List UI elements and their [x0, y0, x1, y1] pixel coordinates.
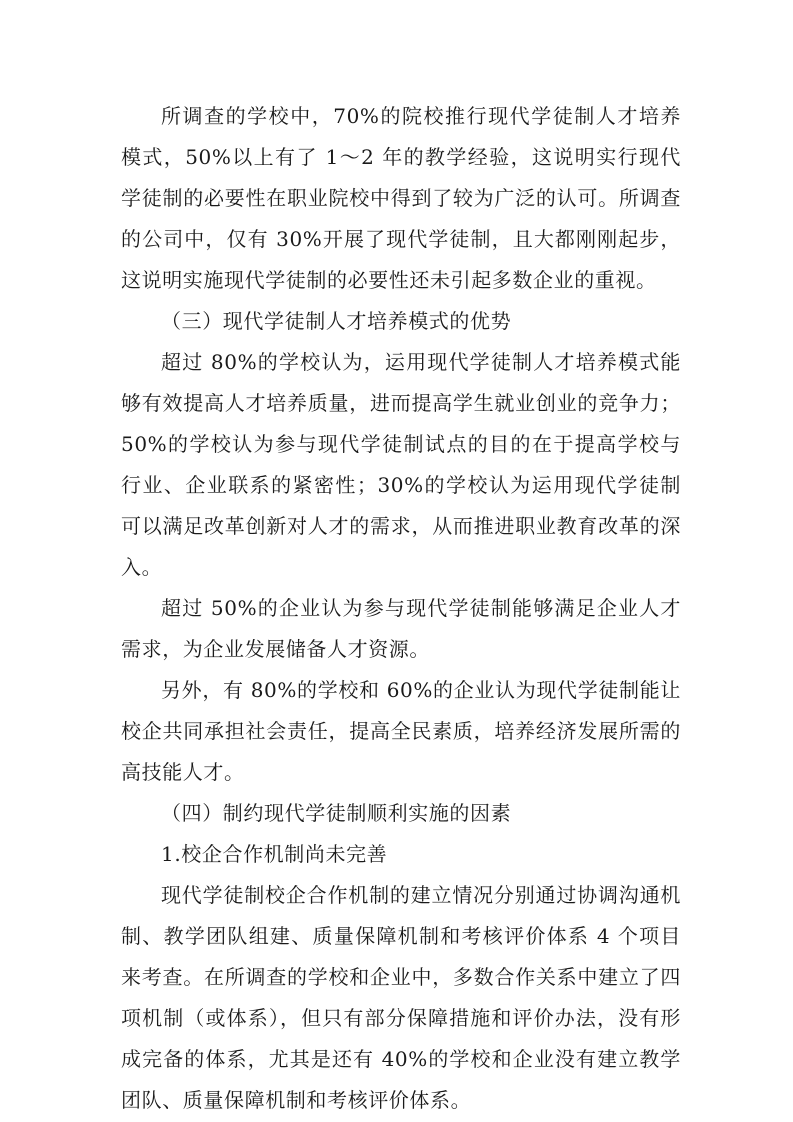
section-heading-advantages: （三）现代学徒制人才培养模式的优势 — [161, 309, 512, 333]
paragraph-survey-results: 所调查的学校中，70%的院校推行现代学徒制人才培养模式，50%以上有了 1～2 年的教学经验，这说明实行现代学徒制的必要性在职业院校中得到了较为广泛的认可。所调查的公司中，仅有 30%开展了现代学徒制，且大都刚刚起步，这说明实施现代学徒制的必要性还未引起多数企业的重视。 — [121, 104, 681, 292]
paragraph-school-views: 超过 80%的学校认为，运用现代学徒制人才培养模式能够有效提高人才培养质量，进而提高学生就业创业的竞争力；50%的学校认为参与现代学徒制试点的目的在于提高学校与行业、企业联系的紧密性；30%的学校认为运用现代学徒制可以满足改革创新对人才的需求，从而推进职业教育改革的深入。 — [121, 350, 681, 579]
document-body — [121, 96, 681, 1121]
paragraph-shared-responsibility: 另外，有 80%的学校和 60%的企业认为现代学徒制能让校企共同承担社会责任，提高全民素质，培养经济发展所需的高技能人才。 — [121, 678, 681, 784]
section-heading-constraints: （四）制约现代学徒制顺利实施的因素 — [161, 801, 512, 825]
subsection-heading-cooperation: 1.校企合作机制尚未完善 — [161, 842, 388, 866]
paragraph-enterprise-views: 超过 50%的企业认为参与现代学徒制能够满足企业人才需求，为企业发展储备人才资源。 — [121, 596, 681, 661]
paragraph-cooperation-mechanism: 现代学徒制校企合作机制的建立情况分别通过协调沟通机制、教学团队组建、质量保障机制和考核评价体系 4 个项目来考查。在所调查的学校和企业中，多数合作关系中建立了四项机制（或体系），但只有部分保障措施和评价办法，没有形成完备的体系，尤其是还有 40%的学校和企业没有建立教学团队、质量保障机制和考核评价体系。 — [121, 883, 681, 1112]
